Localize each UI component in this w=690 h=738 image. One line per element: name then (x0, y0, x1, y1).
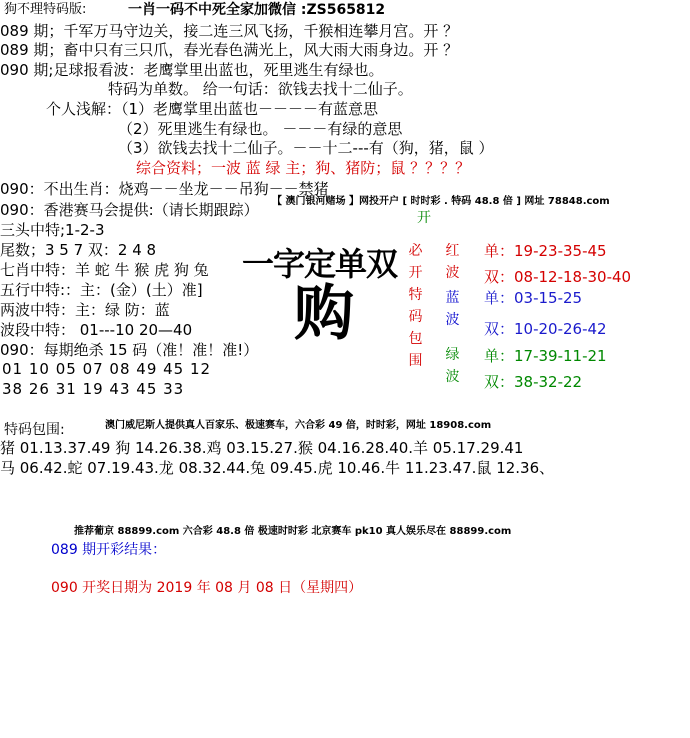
wave-row-green-even: 双：38-32-22 (484, 373, 583, 391)
zodiac-numbers-2: 马 06.42.蛇 07.19.43.龙 08.32.44.兔 09.45.虎 10.46.牛 11.23.47.鼠 12.36、 (0, 459, 555, 477)
lanbo-vertical: 蓝波 (445, 290, 460, 328)
boduan-line: 波段中特： 01---10 20—40 (0, 321, 193, 339)
tema-baowei-label: 特码包围: (4, 422, 65, 438)
header-main-title: 一肖一码不中死全家加微信 :ZS565812 (128, 2, 386, 18)
line-090-football: 090 期;足球报看波：老鹰掌里出蓝也，死里逃生有绿也。 (0, 61, 384, 79)
header-left-title: 狗不理特码版: (4, 2, 87, 17)
tema-hint: 特码为单数。 给一句话：欲钱去找十二仙子。 (108, 80, 413, 98)
line-089-a: 089 期；千军万马守边关，接二连三风飞扬，千猴相连攀月宫。开 ？ (0, 22, 459, 40)
jisha-line: 090：每期绝杀 15 码（准！准！准!） (0, 341, 259, 359)
liangbo-line: 两波中特：主：绿 防：蓝 (0, 301, 170, 319)
wave-row-red-odd: 单：19-23-35-45 (484, 242, 607, 260)
ad-banner-venetian[interactable]: 澳门威尼斯人提供真人百家乐、极速赛车，六合彩 49 倍，时时彩，网址 18908.com (105, 420, 492, 431)
personal-interpretation-1: 个人浅解：（1）老鹰掌里出蓝也－－－－有蓝意思 (46, 100, 379, 118)
santou-line: 三头中特;1-2-3 (0, 221, 105, 239)
wave-row-green-odd: 单：17-39-11-21 (484, 347, 607, 365)
calligraphy-line1: 一字定单双 (242, 245, 398, 283)
weishu-line: 尾数；3 5 7 双：2 4 8 (0, 241, 157, 259)
result-089-label: 089 期开彩结果： (51, 542, 167, 558)
result-090-date: 090 开奖日期为 2019 年 08 月 08 日（星期四） (51, 580, 363, 596)
wave-row-red-even: 双：08-12-18-30-40 (484, 268, 632, 286)
personal-interpretation-2: （2）死里逃生有绿也。 －－－有绿的意思 (118, 120, 403, 138)
ad-banner-galaxy[interactable]: 【 澳门银河赌场 】网投开户 [ 时时彩 . 特码 48.8 倍 ] 网址 78848.com (272, 196, 610, 207)
no-zodiac-line: 090：不出生肖：烧鸡－－坐龙－－吊狗－－禁猪 (0, 180, 329, 198)
ad-banner-lisboa[interactable]: 推荐葡京 88899.com 六合彩 48.8 倍 极速时时彩 北京赛车 pk10 真人娱乐尽在 88899.com (74, 526, 512, 537)
lvbo-vertical: 绿波 (445, 347, 460, 385)
qixiao-line: 七肖中特：羊 蛇 牛 猴 虎 狗 兔 (0, 261, 209, 279)
kai-label: 开 (417, 210, 431, 226)
kill-numbers-1: 01 10 05 07 08 49 45 12 (2, 360, 212, 378)
kill-numbers-2: 38 26 31 19 43 45 33 (2, 380, 185, 398)
hongbo-vertical: 红波 (445, 243, 460, 281)
line-089-b: 089 期；畜中只有三只爪，春光春色满光上，风大雨大雨身边。开 ？ (0, 41, 459, 59)
bikai-vertical: 必开特码包围 (408, 243, 423, 369)
zodiac-numbers-1: 猪 01.13.37.49 狗 14.26.38.鸡 03.15.27.猴 04.16.28.40.羊 05.17.29.41 (0, 439, 524, 457)
wuxing-line: 五行中特:：主：(金）(土）准] (0, 281, 203, 299)
summary-line: 综合资料；一波 蓝 绿 主；狗、猪防；鼠 ？？？？ (136, 159, 471, 177)
calligraphy-line2: 购 (294, 279, 354, 349)
wave-row-blue-odd: 单：03-15-25 (484, 289, 583, 307)
wave-row-blue-even: 双：10-20-26-42 (484, 320, 607, 338)
personal-interpretation-3: （3）欲钱去找十二仙子。－－十二---有（狗，猪，鼠 ） (118, 139, 494, 157)
hk-jockey-line: 090：香港赛马会提供:（请长期跟踪） (0, 201, 259, 219)
